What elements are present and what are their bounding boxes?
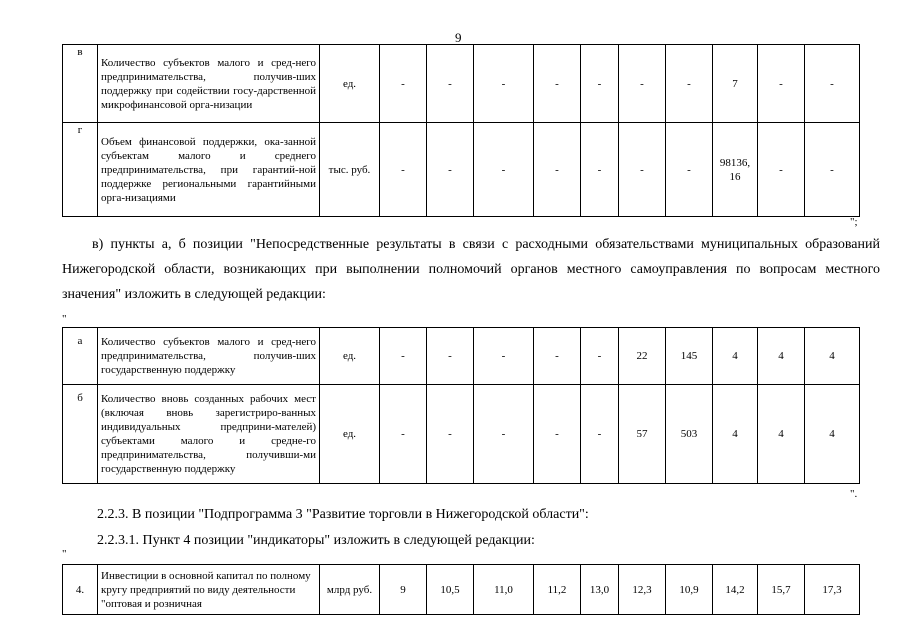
cell-value: 503 xyxy=(666,385,713,484)
cell-value: 57 xyxy=(619,385,666,484)
cell-value: 12,3 xyxy=(619,565,666,615)
cell-value: 11,0 xyxy=(474,565,534,615)
row-letter: 4. xyxy=(63,565,98,615)
row-letter: б xyxy=(63,385,98,484)
row-unit: млрд руб. xyxy=(320,565,380,615)
cell-value: - xyxy=(619,123,666,217)
cell-value: 4 xyxy=(758,328,805,385)
cell-value: 17,3 xyxy=(805,565,860,615)
cell-value: 98136, 16 xyxy=(713,123,758,217)
opening-quote: " xyxy=(62,313,67,325)
cell-value: - xyxy=(474,328,534,385)
cell-value: - xyxy=(666,123,713,217)
cell-value: - xyxy=(534,328,581,385)
cell-value: - xyxy=(427,328,474,385)
row-name: Количество субъектов малого и сред-него предпринимательства, получив-ших государственную поддержку xyxy=(98,328,320,385)
cell-value: 10,9 xyxy=(666,565,713,615)
row-unit: ед. xyxy=(320,385,380,484)
closing-quote: "; xyxy=(850,216,858,228)
row-unit: ед. xyxy=(320,45,380,123)
paragraph-b: в) пункты а, б позиции "Непосредственные результаты в связи с расходными обязательствами муниципальных образований Нижегородской области, возникающих при выполнении полномочий органов местного самоуправления по вопросам местного значения" изложить в следующей редакции: xyxy=(62,237,880,302)
cell-value: 4 xyxy=(713,328,758,385)
cell-value: - xyxy=(427,385,474,484)
cell-value: 10,5 xyxy=(427,565,474,615)
cell-value: 15,7 xyxy=(758,565,805,615)
table-1 xyxy=(62,44,860,217)
cell-value: - xyxy=(427,45,474,123)
row-name: Количество вновь созданных рабочих мест (включая вновь зарегистриро-ванных индивидуальных предприни-мателей) субъектами малого и средне-го предпринимательства, получивши-ми государственную поддержку xyxy=(98,385,320,484)
cell-value: 4 xyxy=(805,328,860,385)
table-row xyxy=(63,123,860,217)
row-letter: а xyxy=(63,328,98,385)
opening-quote: " xyxy=(62,548,67,560)
cell-value: 14,2 xyxy=(713,565,758,615)
cell-value: - xyxy=(474,385,534,484)
cell-value: - xyxy=(534,45,581,123)
cell-value: - xyxy=(666,45,713,123)
cell-value: - xyxy=(581,45,619,123)
cell-value: 4 xyxy=(758,385,805,484)
cell-value: 22 xyxy=(619,328,666,385)
cell-value: - xyxy=(581,385,619,484)
table-row xyxy=(63,565,860,615)
cell-value: - xyxy=(380,45,427,123)
cell-value: - xyxy=(805,123,860,217)
cell-value: 4 xyxy=(713,385,758,484)
cell-value: - xyxy=(380,385,427,484)
cell-value: 13,0 xyxy=(581,565,619,615)
cell-value: 4 xyxy=(805,385,860,484)
cell-value: - xyxy=(380,328,427,385)
row-name: Объем финансовой поддержки, ока-занной субъектам малого и среднего предпринимательства, при гарантий-ной поддержке региональными гарантийными орга-низациями xyxy=(98,123,320,217)
cell-value: - xyxy=(380,123,427,217)
row-name: Количество субъектов малого и сред-него предпринимательства, получив-ших поддержку при содействии госу-дарственной микрофинансовой орга-низации xyxy=(98,45,320,123)
cell-value: - xyxy=(427,123,474,217)
cell-value: 145 xyxy=(666,328,713,385)
closing-quote: ". xyxy=(850,488,858,500)
row-name: Инвестиции в основной капитал по полному кругу предприятий по виду деятельности "оптовая и розничная xyxy=(98,565,320,615)
row-letter: г xyxy=(63,123,98,217)
cell-value: - xyxy=(534,385,581,484)
cell-value: 9 xyxy=(380,565,427,615)
page-number: 9 xyxy=(455,30,462,45)
cell-value: - xyxy=(581,328,619,385)
row-letter: в xyxy=(63,45,98,123)
cell-value: - xyxy=(474,45,534,123)
table-row xyxy=(63,385,860,484)
cell-value: 11,2 xyxy=(534,565,581,615)
cell-value: - xyxy=(474,123,534,217)
paragraph-2-2-3: 2.2.3. В позиции "Подпрограмма 3 "Развитие торговли в Нижегородской области": xyxy=(97,507,589,522)
table-2 xyxy=(62,327,860,484)
cell-value: - xyxy=(758,123,805,217)
row-unit: тыс. руб. xyxy=(320,123,380,217)
table-row xyxy=(63,45,860,123)
table-3 xyxy=(62,564,860,615)
cell-value: - xyxy=(534,123,581,217)
cell-value: 7 xyxy=(713,45,758,123)
table-row xyxy=(63,328,860,385)
row-unit: ед. xyxy=(320,328,380,385)
cell-value: - xyxy=(758,45,805,123)
cell-value: - xyxy=(581,123,619,217)
cell-value: - xyxy=(619,45,666,123)
paragraph-2-2-3-1: 2.2.3.1. Пункт 4 позиции "индикаторы" изложить в следующей редакции: xyxy=(97,533,535,548)
cell-value: - xyxy=(805,45,860,123)
